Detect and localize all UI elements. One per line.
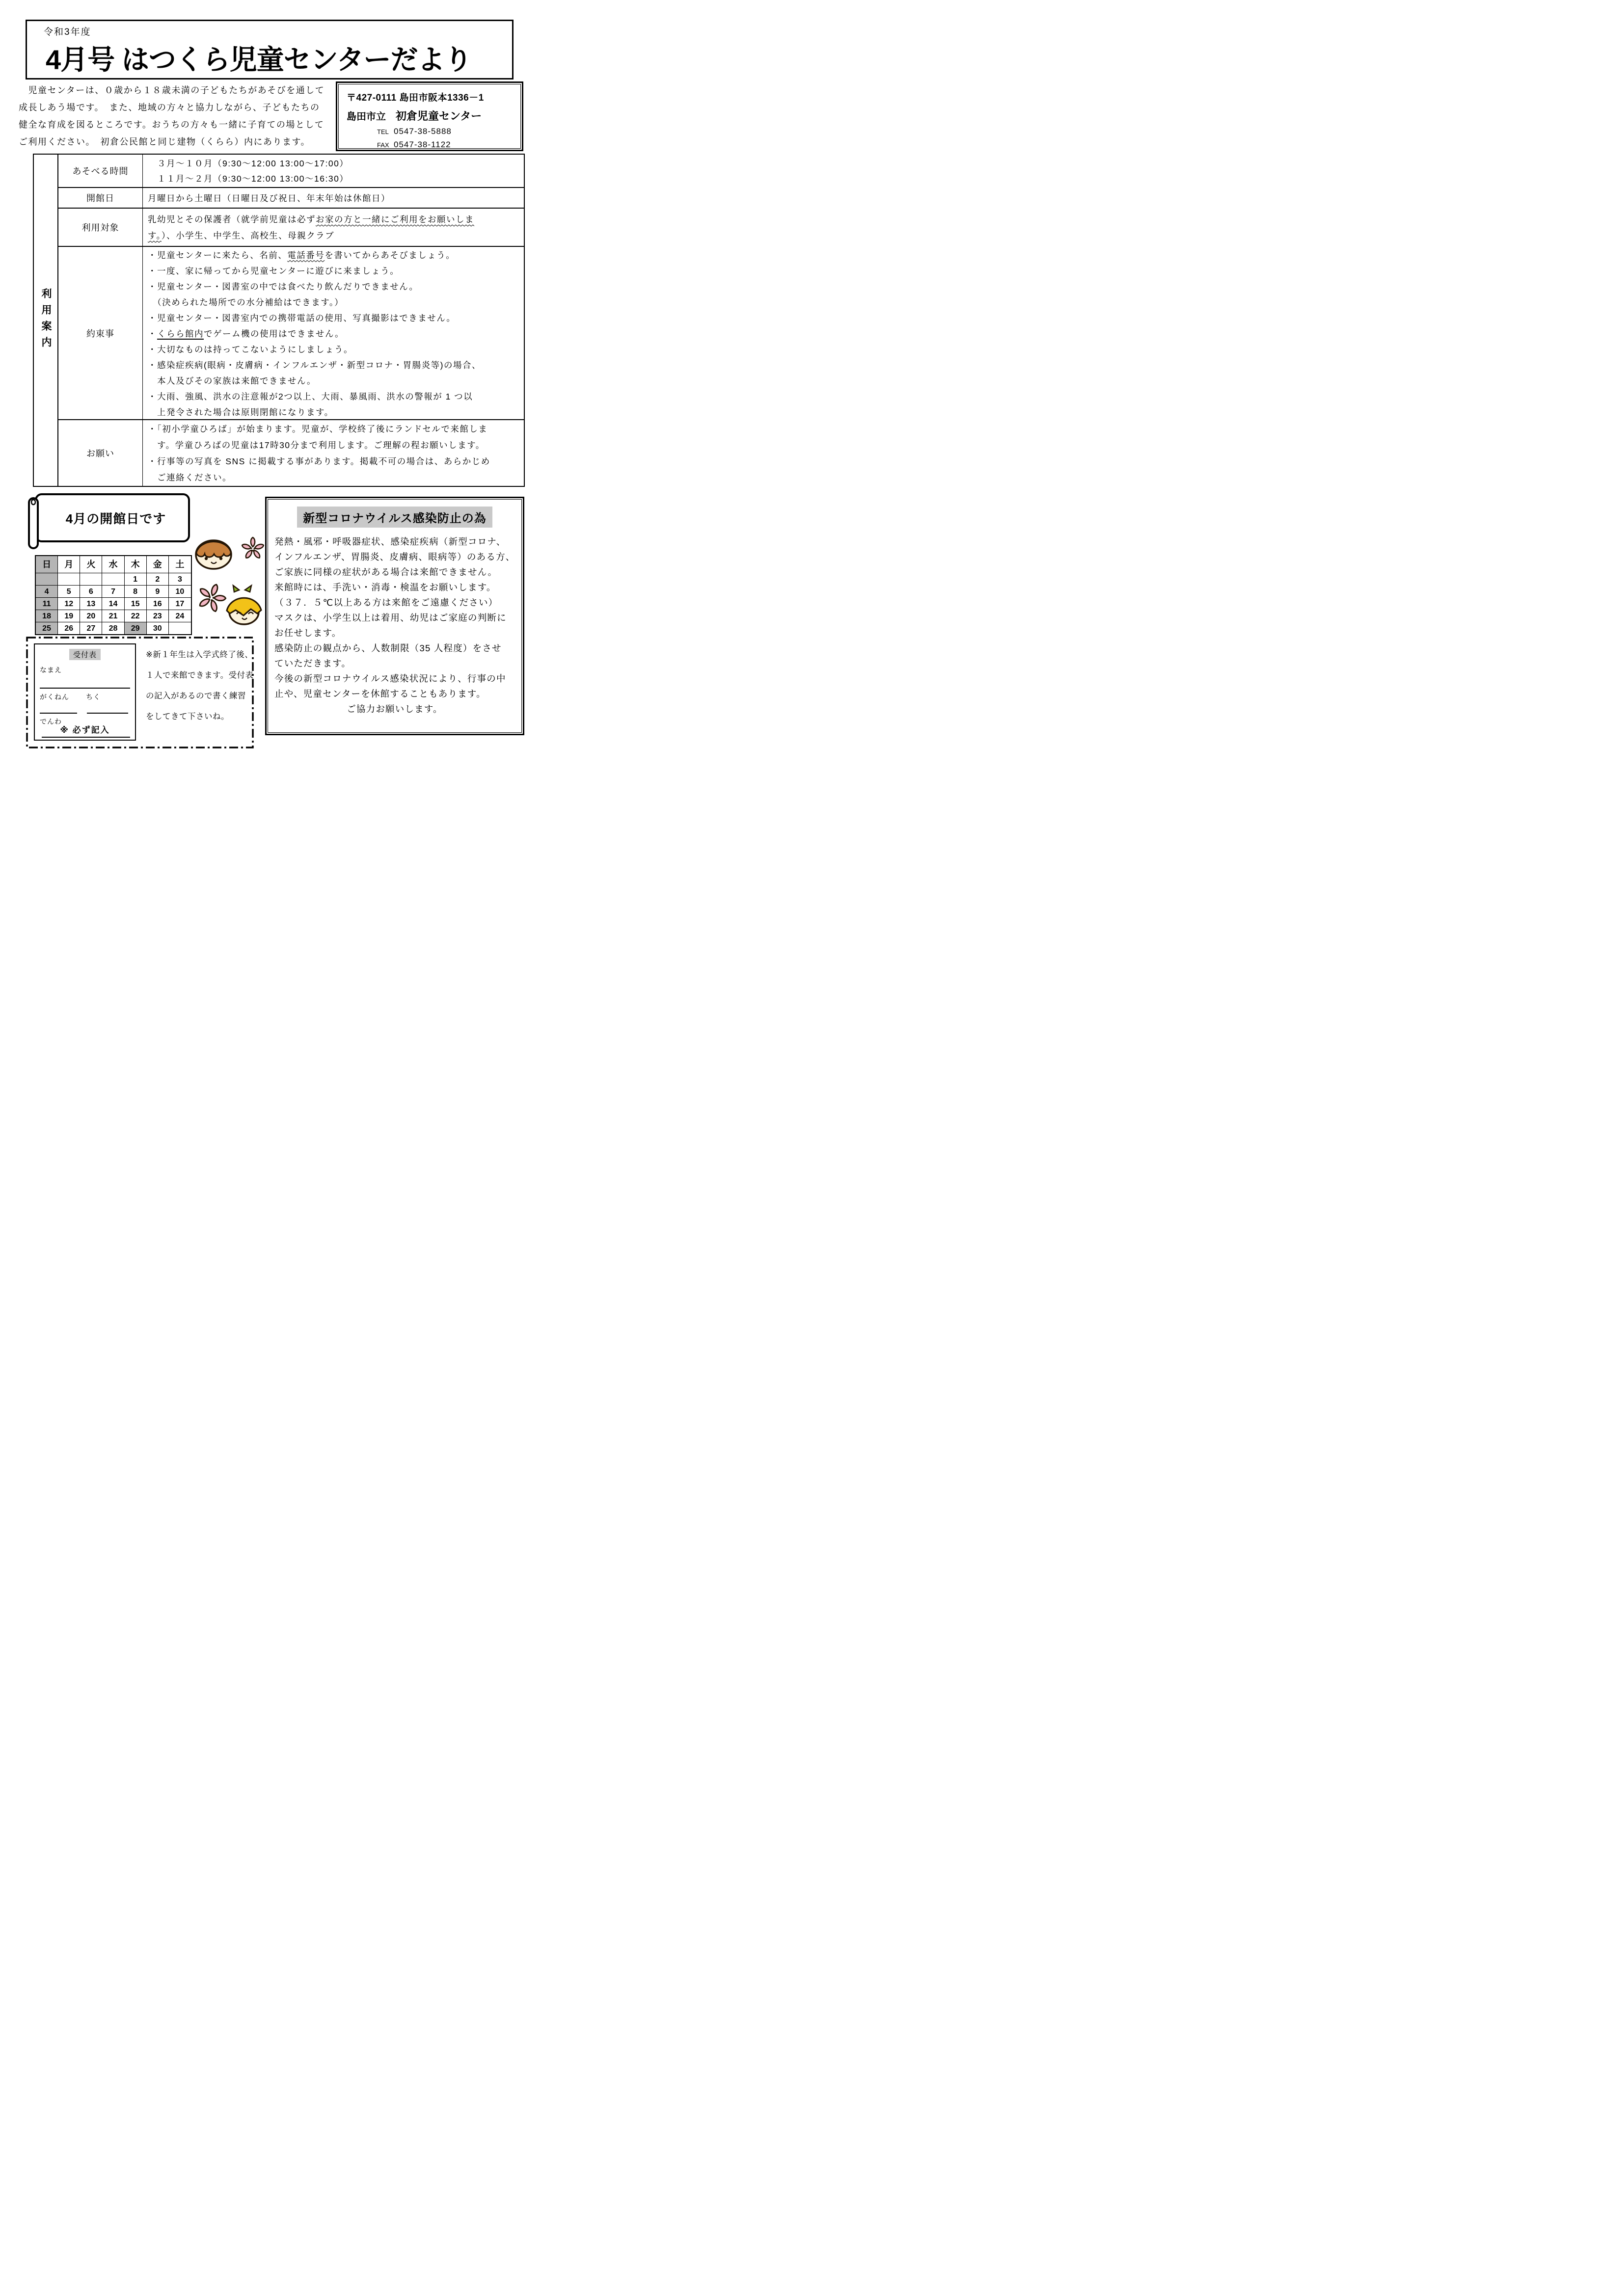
text-segment: （決められた場所での水分補給はできます。） (148, 297, 344, 307)
row-content-open-days (143, 187, 524, 208)
row-label-eligibility: 利用対象 (58, 208, 143, 246)
calendar-day-cell: 30 (147, 622, 169, 634)
calendar-day-cell: 20 (80, 610, 102, 622)
text-line (148, 470, 522, 486)
text-line (148, 156, 522, 171)
calendar-day-cell: 12 (58, 597, 80, 610)
note-underline (42, 737, 130, 738)
calendar-day-cell: 23 (147, 610, 169, 622)
row-label-requests: お願い (58, 419, 143, 486)
row-label-hours: あそべる時間 (58, 155, 143, 187)
text-line: ていただきます。 (274, 658, 352, 668)
calendar-weekday-header: 月 (58, 556, 80, 573)
calendar-day-cell: 1 (125, 573, 147, 585)
first-grader-note (146, 644, 253, 727)
text-segment: 月曜日から土曜日（日曜日及び祝日、年末年始は休館日） (148, 193, 390, 203)
text-line (148, 437, 522, 454)
calendar-weekday-header: 木 (125, 556, 147, 573)
header-box (26, 20, 514, 80)
calendar-day-cell (58, 573, 80, 585)
text-line: の記入があるので書く練習 (146, 692, 246, 700)
text-segment: ・大切なものは持ってこないようにしましょう。 (148, 344, 353, 354)
grade-field-label: がくねん (40, 693, 69, 701)
calendar-weekday-header: 日 (36, 556, 58, 573)
newsletter-page (0, 0, 541, 765)
district-field-line (87, 713, 128, 714)
calendar-day-cell (80, 573, 102, 585)
text-line: お任せします。 (274, 628, 342, 638)
covid-title-wrap (274, 507, 515, 528)
text-line (148, 454, 522, 470)
calendar-day-cell: 6 (80, 585, 102, 597)
contact-box (336, 81, 523, 151)
name-field-label: なまえ (40, 666, 62, 674)
covid-closing: ご協力お願いします。 (347, 704, 443, 714)
row-content-requests (143, 419, 524, 486)
calendar-day-cell: 4 (36, 585, 58, 597)
underlined-text: くらら館内 (157, 328, 204, 339)
contact-box-inner (338, 84, 521, 149)
calendar-weekday-header: 土 (175, 560, 185, 569)
calendar-day-cell: 18 (36, 610, 58, 622)
calendar-day-cell: 8 (125, 585, 147, 597)
row-label-open-days: 開館日 (58, 187, 143, 208)
cherry-blossom-icon (242, 537, 264, 559)
covid-box-inner (268, 499, 522, 733)
text-segment: ３月～１０月（9:30～12:00 13:00～17:00） (148, 159, 349, 168)
text-line: 今後の新型コロナウイルス感染状況により、行事の中 (274, 673, 506, 684)
text-segment: ・児童センターに来たら、名前、 (148, 250, 288, 260)
reception-form (34, 643, 136, 741)
text-line (148, 357, 522, 373)
calendar-day-cell: 16 (147, 597, 169, 610)
calendar-day-cell: 24 (169, 610, 191, 622)
text-line: 発熱・風邪・呼吸器症状、感染症疾病（新型コロナ、 (274, 536, 506, 547)
text-segment: １１月～２月（9:30～12:00 13:00～16:30） (148, 174, 349, 184)
calendar-day-cell: 17 (169, 597, 191, 610)
text-line (148, 191, 522, 206)
text-segment: ）、小学生、中学生、高校生、母親クラブ (161, 231, 335, 240)
text-line (148, 279, 522, 294)
text-segment: 上発令された場合は原則閉館になります。 (148, 407, 334, 417)
text-line: をしてきて下さいね。 (146, 712, 229, 721)
calendar-day-cell: 11 (36, 597, 58, 610)
calendar-day-cell: 29 (125, 622, 147, 634)
usage-info-table (33, 154, 525, 487)
calendar-day-cell: 10 (169, 585, 191, 597)
text-line (148, 247, 522, 263)
calendar-day-cell: 15 (125, 597, 147, 610)
calendar-banner-title: 4月の開館日です (65, 511, 166, 526)
reception-title: 受付表 (69, 649, 101, 660)
girl-face-icon (227, 586, 261, 624)
fiscal-year-label: 令和3年度 (44, 27, 91, 37)
text-segment: ・「初小学童ひろば」が始まります。児童が、学校終了後にランドセルで来館しま (148, 424, 488, 434)
calendar-day-cell: 22 (125, 610, 147, 622)
text-line: マスクは、小学生以上は着用、幼児はご家庭の判断に (274, 613, 507, 623)
fax-row (347, 140, 520, 150)
text-line: 感染防止の観点から、人数制限（35 人程度）をさせ (274, 643, 502, 653)
text-line (148, 342, 522, 357)
calendar-weekday-header: 火 (80, 556, 102, 573)
calendar-day-cell: 5 (58, 585, 80, 597)
calendar-day-cell: 19 (58, 610, 80, 622)
calendar-banner (27, 491, 192, 551)
text-line (148, 389, 522, 404)
calendar-day-cell (169, 622, 191, 634)
intro-paragraph (19, 82, 338, 151)
text-segment: す。学童ひろばの児童は17時30分まで利用します。ご理解の程お願いします。 (148, 440, 485, 450)
text-line: 児童センターは、０歳から１８歳未満の子どもたちがあそびを通して (19, 85, 325, 95)
grade-field-line (40, 713, 77, 714)
covid-body (274, 534, 515, 701)
text-segment: を書いてからあそびましょう。 (325, 250, 456, 260)
text-line: 健全な育成を図るところです。おうちの方々も一緒に子育ての場として (19, 120, 325, 130)
boy-face-icon (196, 540, 231, 569)
text-segment: ・感染症疾病(眼病・皮膚病・インフルエンザ・新型コロナ・胃腸炎等)の場合、 (148, 360, 481, 370)
side-label: 利用案内 (40, 288, 52, 353)
text-line: １人で来館できます。受付表 (146, 671, 254, 680)
calendar-day-cell: 13 (80, 597, 102, 610)
text-line (148, 294, 522, 310)
calendar-day-cell (102, 573, 124, 585)
calendar-day-cell: 3 (169, 573, 191, 585)
fax-number: 0547-38-1122 (394, 140, 451, 149)
underlined-text: お家の方と一緒にご利用をお願いしま (316, 214, 474, 224)
newsletter-title: 4月号 はつくら児童センターだより (46, 44, 472, 75)
text-line: ご利用ください。 初倉公民館と同じ建物（くらら）内にあります。 (19, 137, 311, 147)
illustration-canvas (193, 531, 268, 639)
text-line (148, 212, 522, 228)
text-segment: 乳幼児とその保護者（就学前児童は必ず (148, 214, 316, 224)
text-segment: ・行事等の写真を SNS に掲載する事があります。掲載不可の場合は、あらかじめ (148, 456, 490, 466)
reception-title-wrap (35, 649, 135, 660)
reception-cutout (26, 637, 254, 748)
row-content-eligibility (143, 208, 524, 246)
calendar-day-cell: 2 (147, 573, 169, 585)
must-fill-note: ※ 必ず記入 (60, 725, 110, 735)
calendar-day-cell: 27 (80, 622, 102, 634)
fax-label: FAX (377, 141, 389, 149)
calendar-day-cell: 25 (36, 622, 58, 634)
covid-title: 新型コロナウイルス感染防止の為 (297, 507, 492, 528)
cherry-blossom-icon (198, 584, 226, 612)
text-line (148, 404, 522, 420)
text-segment: でゲーム機の使用はできません。 (204, 328, 345, 339)
phone-field-label: でんわ (40, 718, 62, 725)
text-line (148, 421, 522, 437)
row-label-rules: 約束事 (58, 246, 143, 419)
text-segment: ・ (148, 328, 157, 339)
center-name-main: 初倉児童センター (396, 110, 482, 122)
district-field-label: ちく (86, 693, 101, 701)
postal-address: 〒427-0111 島田市阪本1336－1 (347, 93, 484, 103)
calendar-day-cell: 28 (102, 622, 124, 634)
tel-number: 0547-38-5888 (394, 127, 452, 136)
text-line (148, 373, 522, 389)
calendar-day-cell: 26 (58, 622, 80, 634)
calendar-weekday-header: 金 (147, 556, 169, 573)
text-line: ※新１年生は入学式終了後、 (146, 650, 253, 659)
calendar-day-cell: 21 (102, 610, 124, 622)
text-line (148, 171, 522, 187)
calendar-day-cell (36, 573, 58, 585)
calendar-weekday-header: 水 (102, 556, 124, 573)
text-line (148, 326, 522, 342)
row-content-rules (143, 246, 524, 419)
center-name (347, 108, 520, 123)
tel-label: TEL (377, 128, 389, 135)
center-name-prefix: 島田市立 (347, 111, 386, 122)
text-line: インフルエンザ、胃腸炎、皮膚病、眼病等）のある方、 (274, 552, 515, 562)
row-content-hours (143, 155, 524, 187)
text-line (148, 310, 522, 326)
text-line: （３７．５℃以上ある方は来館をご遠慮ください） (274, 597, 498, 608)
text-line: 来館時には、手洗い・消毒・検温をお願いします。 (274, 582, 496, 592)
text-segment: ・児童センター・図書室の中では食べたり飲んだりできません。 (148, 281, 419, 292)
table-side-cell (34, 155, 58, 486)
underlined-text: す。 (148, 231, 162, 240)
text-line: ご家族に同様の症状がある場合は来館できません。 (274, 567, 498, 577)
text-segment: ご連絡ください。 (148, 473, 232, 482)
text-segment: 本人及びその家族は来館できません。 (148, 375, 317, 386)
text-line (148, 228, 522, 244)
calendar-day-cell: 14 (102, 597, 124, 610)
text-segment: ・一度、家に帰ってから児童センターに遊びに来ましょう。 (148, 266, 400, 276)
tel-row (347, 127, 520, 136)
text-line (148, 263, 522, 279)
text-segment: ・大雨、強風、洪水の注意報が2つ以上、大雨、暴風雨、洪水の警報が 1 つ以 (148, 391, 473, 401)
name-field-line (40, 688, 130, 689)
calendar-day-cell: 7 (102, 585, 124, 597)
underlined-text: 電話番号 (287, 250, 325, 260)
text-line: 止や、児童センターを休館することもあります。 (274, 689, 486, 699)
covid-box (265, 497, 524, 735)
text-segment: ・児童センター・図書室内での携帯電話の使用、写真撮影はできません。 (148, 313, 456, 323)
text-line: 成長しあう場です。 また、地域の方々と協力しながら、子どもたちの (19, 103, 320, 112)
illustrations (193, 531, 268, 639)
calendar-day-cell: 9 (147, 585, 169, 597)
april-calendar (35, 555, 192, 635)
